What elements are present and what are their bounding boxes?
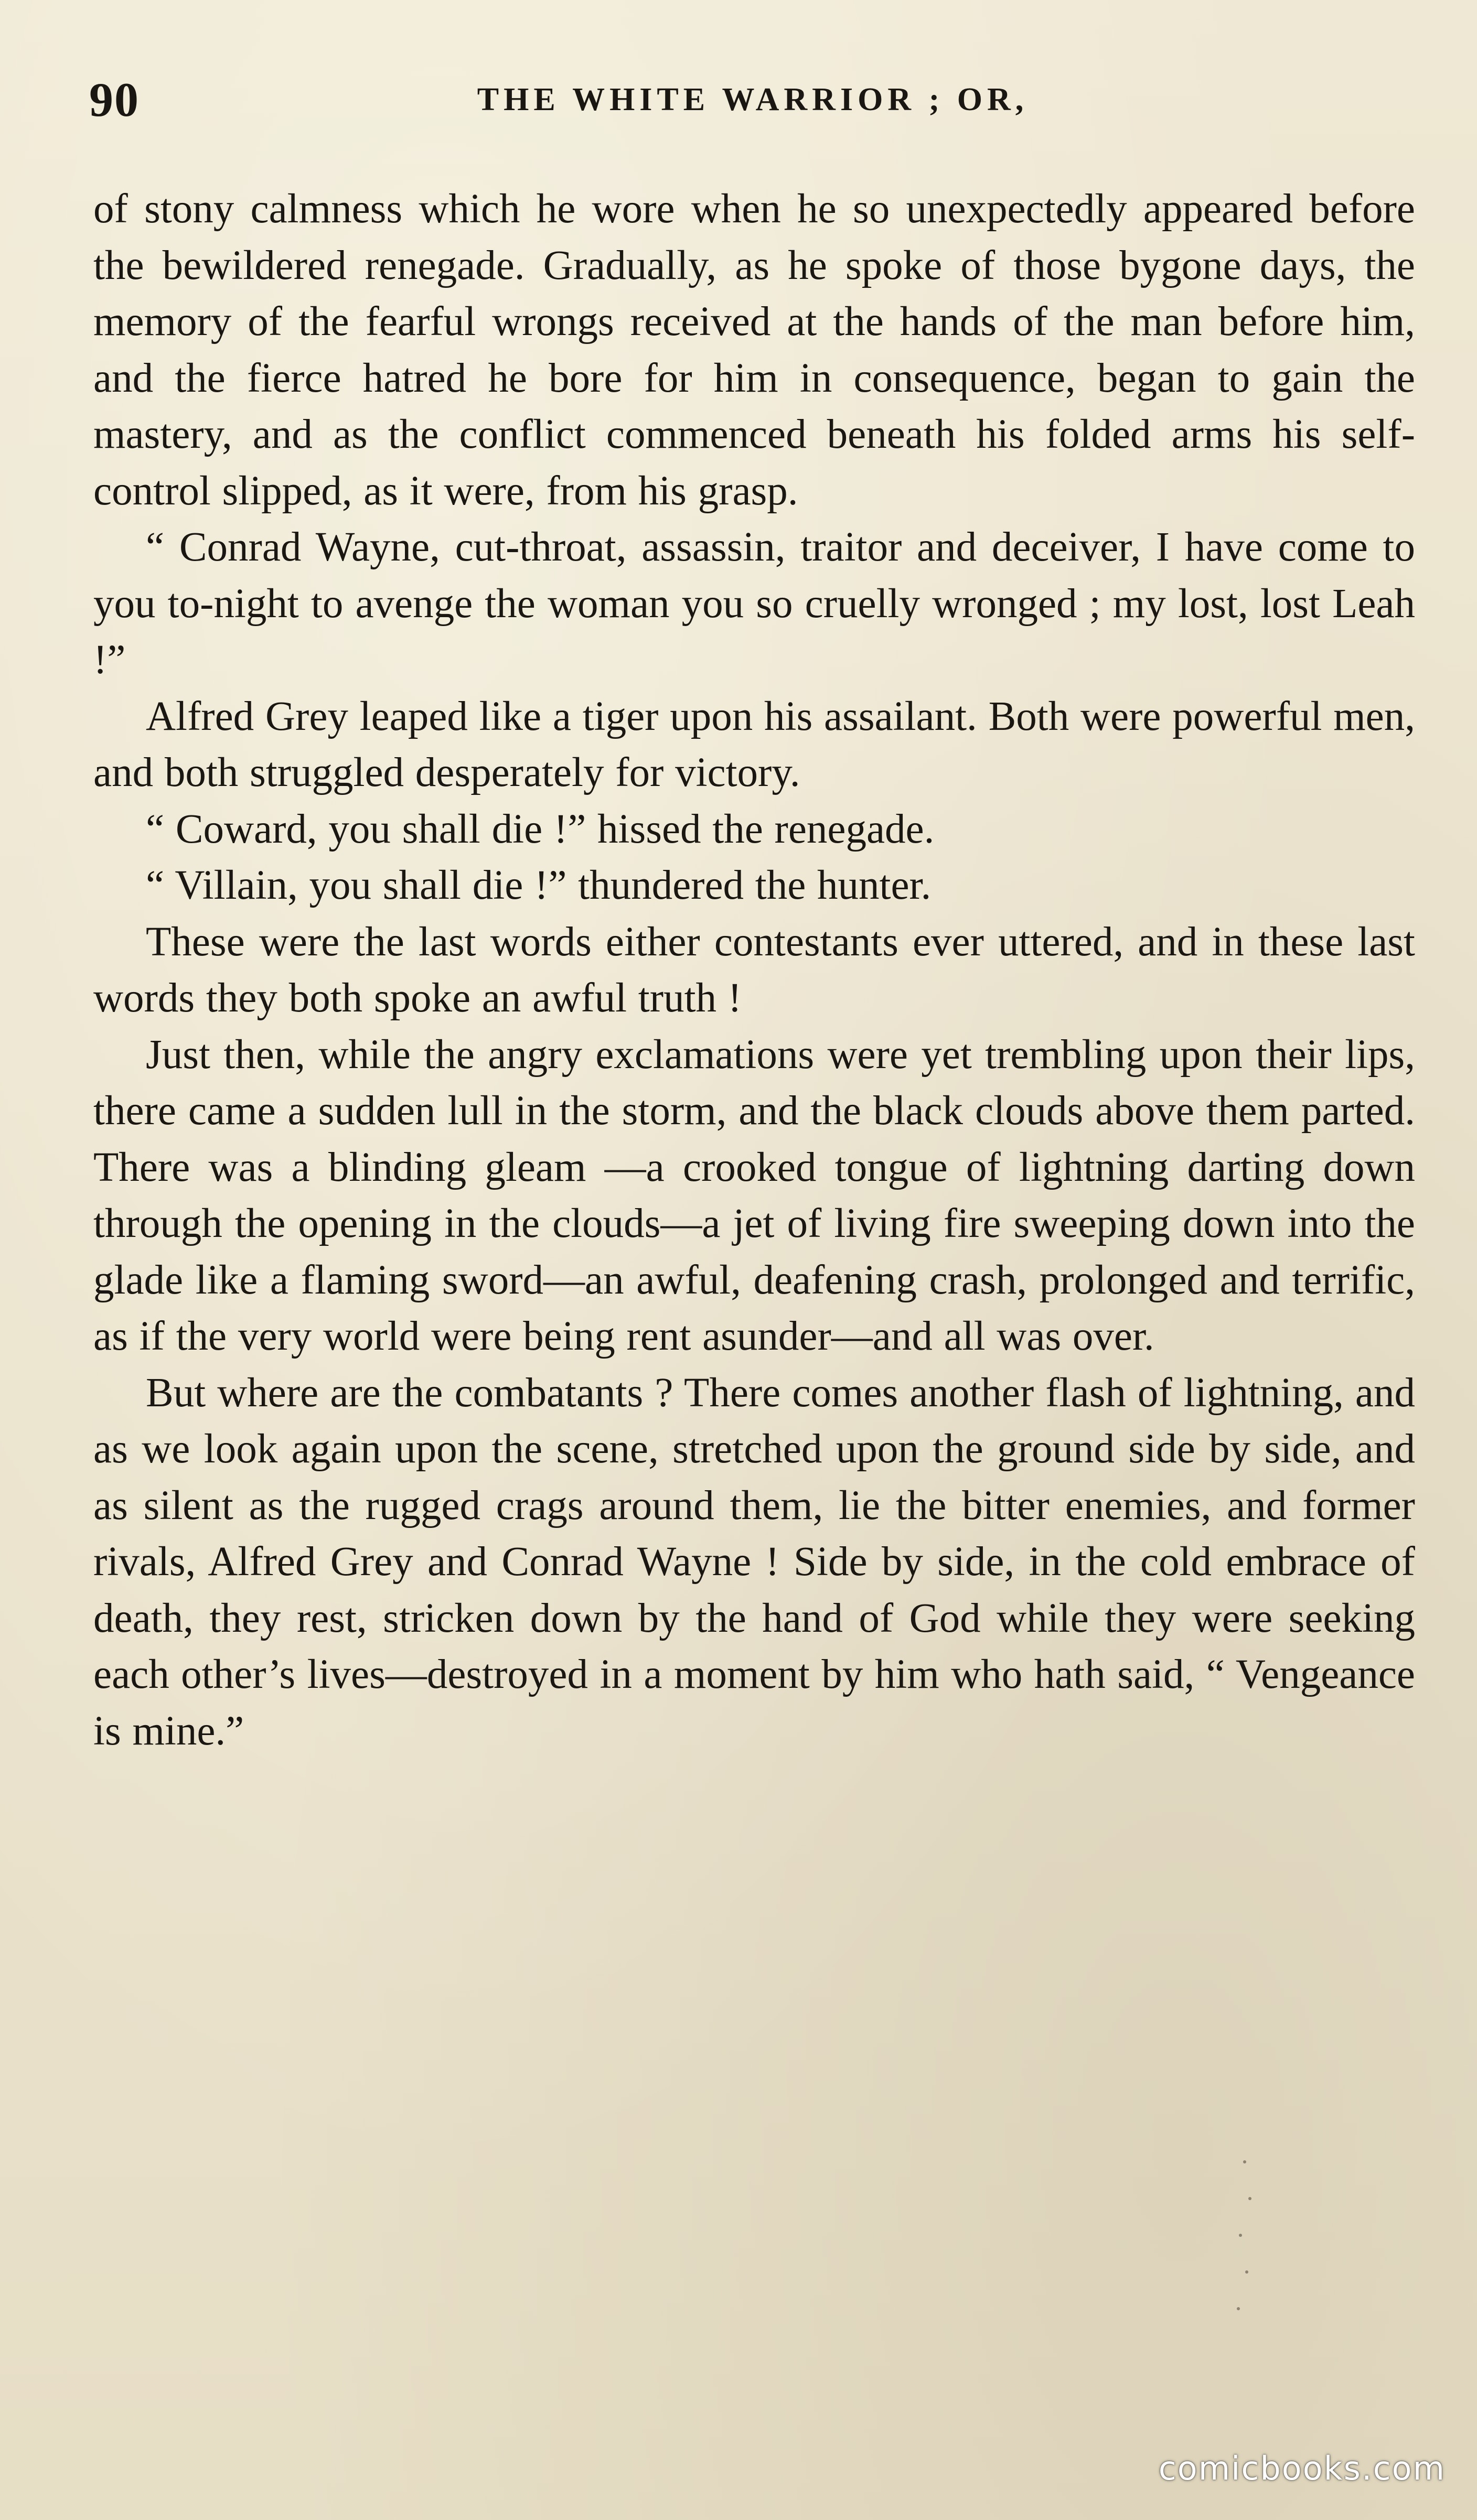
paragraph-8: But where are the combatants ? There comes another flash of lightning, and as we look again upon the scene, stretched upon the ground side by side, and as silent as the rugged crags around them, lie the bitter enemies, and former rivals, Alfred Grey and Conrad Wayne ! Side by side, in the cold embrace of death, they rest, stricken down by the hand of God while they were seeking each other’s lives—destroyed in a moment by him who hath said, “ Vengeance is mine.”: [93, 1370, 1415, 1754]
ink-speck: [1237, 2307, 1240, 2310]
ink-speck: [1248, 2197, 1251, 2200]
body-text: [93, 181, 1415, 1759]
paragraph-2: “ Conrad Wayne, cut-throat, assassin, traitor and deceiver, I have come to you to-night to avenge the woman you so cruelly wronged ; my lost, lost Leah !”: [93, 524, 1415, 683]
page-header: [89, 71, 1416, 128]
ink-speck: [1243, 2160, 1246, 2163]
ink-speck: [1245, 2270, 1248, 2274]
ink-speck: [1239, 2234, 1242, 2237]
paragraph-3: Alfred Grey leaped like a tiger upon his assailant. Both were powerful men, and both struggled desperately for victory.: [93, 693, 1415, 795]
paragraph-4: “ Coward, you shall die !” hissed the renegade.: [146, 806, 935, 852]
paragraph-1: of stony calmness which he wore when he so unexpectedly appeared before the bewildered renegade. Gradually, as he spoke of those bygone days, the memory of the fearful wrongs received at the hands of the man before him, and the fierce hatred he bore for him in consequence, began to gain the mastery, and as the conflict commenced beneath his folded arms his self-control slipped, as it were, from his grasp.: [93, 186, 1415, 514]
paragraph-7: Just then, while the angry exclamations were yet trembling upon their lips, there came a sudden lull in the storm, and the black clouds above them parted. There was a blinding gleam —a crooked tongue of lightning darting down through the opening in the clouds—a jet of living fire sweeping down into the glade like a flaming sword—an awful, deafening crash, prolonged and terrific, as if the very world were being rent asunder—and all was over.: [93, 1031, 1415, 1359]
running-title: THE WHITE WARRIOR ; OR,: [477, 82, 1029, 117]
paragraph-5: “ Villain, you shall die !” thundered the hunter.: [146, 863, 932, 908]
watermark: comicbooks.com: [1158, 2449, 1446, 2487]
paragraph-6: These were the last words either contestants ever uttered, and in these last words they both spoke an awful truth !: [93, 919, 1415, 1021]
page-number: 90: [89, 73, 140, 126]
